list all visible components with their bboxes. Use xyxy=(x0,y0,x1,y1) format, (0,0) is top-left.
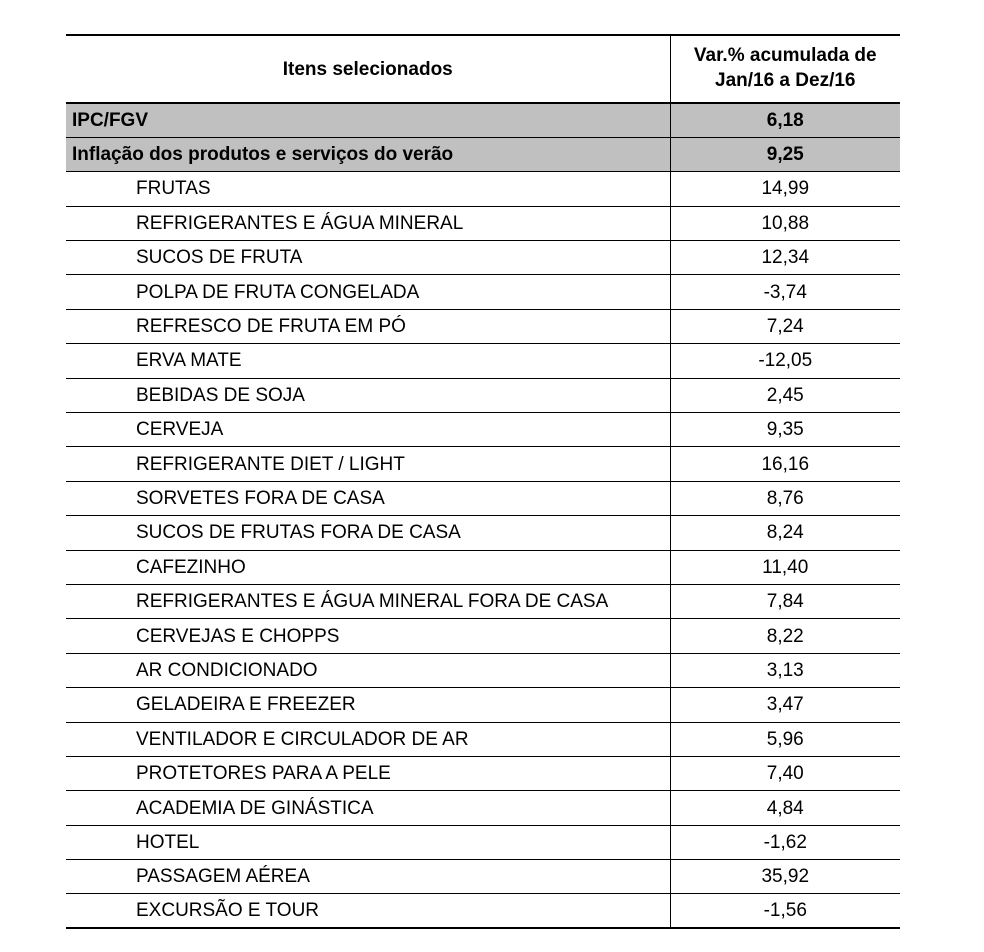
header-variation-line1: Var.% acumulada de xyxy=(693,45,877,67)
header-accumulated-variation xyxy=(670,35,900,103)
table-row xyxy=(66,172,900,206)
table-row xyxy=(66,275,900,309)
row-label: SUCOS DE FRUTAS FORA DE CASA xyxy=(66,516,670,550)
table-row xyxy=(66,653,900,687)
row-label: IPC/FGV xyxy=(66,103,670,137)
table-row xyxy=(66,481,900,515)
row-value: 11,40 xyxy=(670,550,900,584)
row-value: 6,18 xyxy=(670,103,900,137)
row-value: -1,62 xyxy=(670,825,900,859)
table-row xyxy=(66,894,900,928)
row-value: 3,13 xyxy=(670,653,900,687)
table-row xyxy=(66,619,900,653)
table-row xyxy=(66,688,900,722)
row-value: 7,84 xyxy=(670,584,900,618)
header-variation-line2: Jan/16 a Dez/16 xyxy=(715,70,856,91)
table-row xyxy=(66,550,900,584)
table-row xyxy=(66,791,900,825)
row-value: 4,84 xyxy=(670,791,900,825)
row-label: CAFEZINHO xyxy=(66,550,670,584)
table-header xyxy=(66,35,900,103)
table-row xyxy=(66,206,900,240)
row-value: -1,56 xyxy=(670,894,900,928)
row-value: 8,22 xyxy=(670,619,900,653)
row-label: HOTEL xyxy=(66,825,670,859)
row-value: 5,96 xyxy=(670,722,900,756)
row-label: VENTILADOR E CIRCULADOR DE AR xyxy=(66,722,670,756)
row-label: ACADEMIA DE GINÁSTICA xyxy=(66,791,670,825)
row-label: ERVA MATE xyxy=(66,344,670,378)
table-row xyxy=(66,860,900,894)
row-value: 10,88 xyxy=(670,206,900,240)
row-value: 2,45 xyxy=(670,378,900,412)
table-row xyxy=(66,309,900,343)
row-value: 8,76 xyxy=(670,481,900,515)
row-label: EXCURSÃO E TOUR xyxy=(66,894,670,928)
row-label: FRUTAS xyxy=(66,172,670,206)
row-label: Inflação dos produtos e serviços do verão xyxy=(66,137,670,171)
inflation-table-container xyxy=(66,34,900,929)
table-row xyxy=(66,756,900,790)
row-value: 16,16 xyxy=(670,447,900,481)
row-value: 9,25 xyxy=(670,137,900,171)
row-value: 8,24 xyxy=(670,516,900,550)
row-value: 7,24 xyxy=(670,309,900,343)
row-value: 3,47 xyxy=(670,688,900,722)
row-label: REFRIGERANTES E ÁGUA MINERAL FORA DE CASA xyxy=(66,584,670,618)
row-value: -12,05 xyxy=(670,344,900,378)
row-label: BEBIDAS DE SOJA xyxy=(66,378,670,412)
row-label: CERVEJA xyxy=(66,413,670,447)
row-label: SORVETES FORA DE CASA xyxy=(66,481,670,515)
table-row xyxy=(66,722,900,756)
table-row xyxy=(66,344,900,378)
row-label: PROTETORES PARA A PELE xyxy=(66,756,670,790)
row-label: REFRIGERANTES E ÁGUA MINERAL xyxy=(66,206,670,240)
row-value: 14,99 xyxy=(670,172,900,206)
row-label: CERVEJAS E CHOPPS xyxy=(66,619,670,653)
summary-row xyxy=(66,103,900,137)
inflation-table xyxy=(66,34,900,929)
row-label: REFRESCO DE FRUTA EM PÓ xyxy=(66,309,670,343)
table-row xyxy=(66,516,900,550)
row-value: 35,92 xyxy=(670,860,900,894)
header-items-selected: Itens selecionados xyxy=(66,35,670,103)
table-row xyxy=(66,378,900,412)
row-value: 12,34 xyxy=(670,241,900,275)
table-row xyxy=(66,825,900,859)
row-label: AR CONDICIONADO xyxy=(66,653,670,687)
table-row xyxy=(66,413,900,447)
header-row xyxy=(66,35,900,103)
row-value: 7,40 xyxy=(670,756,900,790)
row-label: REFRIGERANTE DIET / LIGHT xyxy=(66,447,670,481)
row-value: -3,74 xyxy=(670,275,900,309)
table-row xyxy=(66,584,900,618)
table-row xyxy=(66,447,900,481)
row-label: PASSAGEM AÉREA xyxy=(66,860,670,894)
row-label: SUCOS DE FRUTA xyxy=(66,241,670,275)
table-body xyxy=(66,103,900,928)
row-label: GELADEIRA E FREEZER xyxy=(66,688,670,722)
row-label: POLPA DE FRUTA CONGELADA xyxy=(66,275,670,309)
row-value: 9,35 xyxy=(670,413,900,447)
summary-row xyxy=(66,137,900,171)
table-row xyxy=(66,241,900,275)
